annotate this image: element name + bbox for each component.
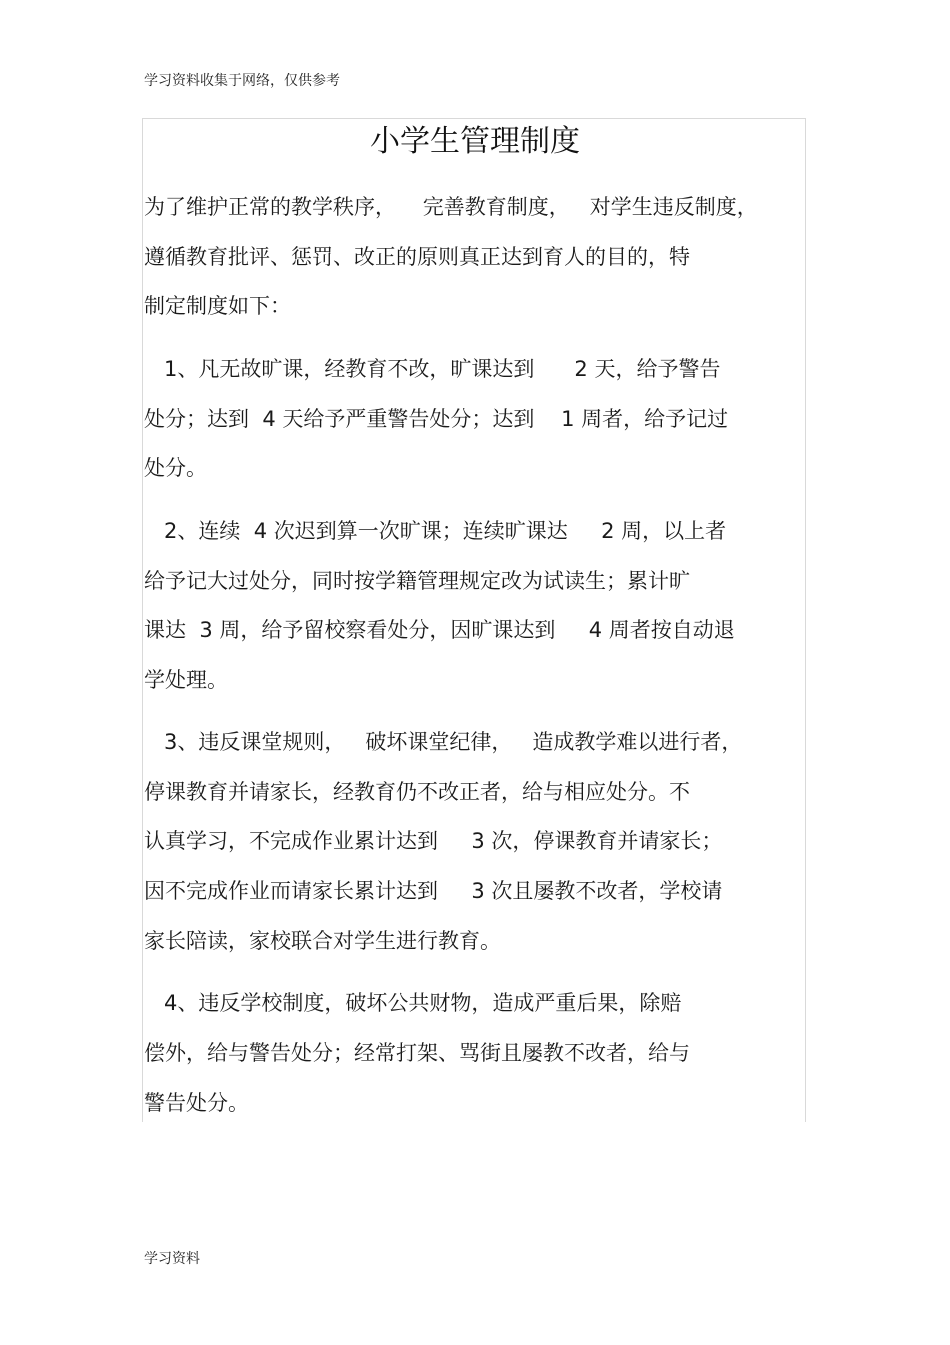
item-3-line-1: 3、违反课堂规则， 破坏课堂纪律， 造成教学难以进行者， xyxy=(144,730,743,754)
intro-line-3: 制定制度如下： xyxy=(144,294,291,318)
item-4-line-1: 4、违反学校制度，破坏公共财物，造成严重后果，除赔 xyxy=(144,991,682,1015)
item-2-line-4: 学处理。 xyxy=(144,668,228,692)
page-title: 小学生管理制度 xyxy=(370,124,580,159)
item-3-line-2: 停课教育并请家长，经教育仍不改正者，给与相应处分。不 xyxy=(144,780,690,804)
item-2-line-2: 给予记大过处分，同时按学籍管理规定改为试读生；累计旷 xyxy=(144,569,690,593)
intro-line-1: 为了维护正常的教学秩序， 完善教育制度， 对学生违反制度， xyxy=(144,195,758,219)
item-1-line-3: 处分。 xyxy=(144,456,207,480)
item-3-line-3: 认真学习，不完成作业累计达到 3 次，停课教育并请家长； xyxy=(144,829,723,853)
item-1-line-1: 1、凡无故旷课，经教育不改，旷课达到 2 天，给予警告 xyxy=(144,357,721,381)
item-4-line-3: 警告处分。 xyxy=(144,1091,249,1115)
item-1-line-2: 处分；达到 4 天给予严重警告处分；达到 1 周者，给予记过 xyxy=(144,407,729,431)
footer-note: 学习资料 xyxy=(144,1251,200,1267)
intro-line-2: 遵循教育批评、惩罚、改正的原则真正达到育人的目的，特 xyxy=(144,245,690,269)
item-3-line-4: 因不完成作业而请家长累计达到 3 次且屡教不改者，学校请 xyxy=(144,879,723,903)
item-3-line-5: 家长陪读，家校联合对学生进行教育。 xyxy=(144,929,501,953)
item-2-line-3: 课达 3 周，给予留校察看处分，因旷课达到 4 周者按自动退 xyxy=(144,618,735,642)
item-4-line-2: 偿外，给与警告处分；经常打架、骂街且屡教不改者，给与 xyxy=(144,1041,690,1065)
item-2-line-1: 2、连续 4 次迟到算一次旷课；连续旷课达 2 周，以上者 xyxy=(144,519,727,543)
header-note: 学习资料收集于网络，仅供参考 xyxy=(144,73,340,89)
